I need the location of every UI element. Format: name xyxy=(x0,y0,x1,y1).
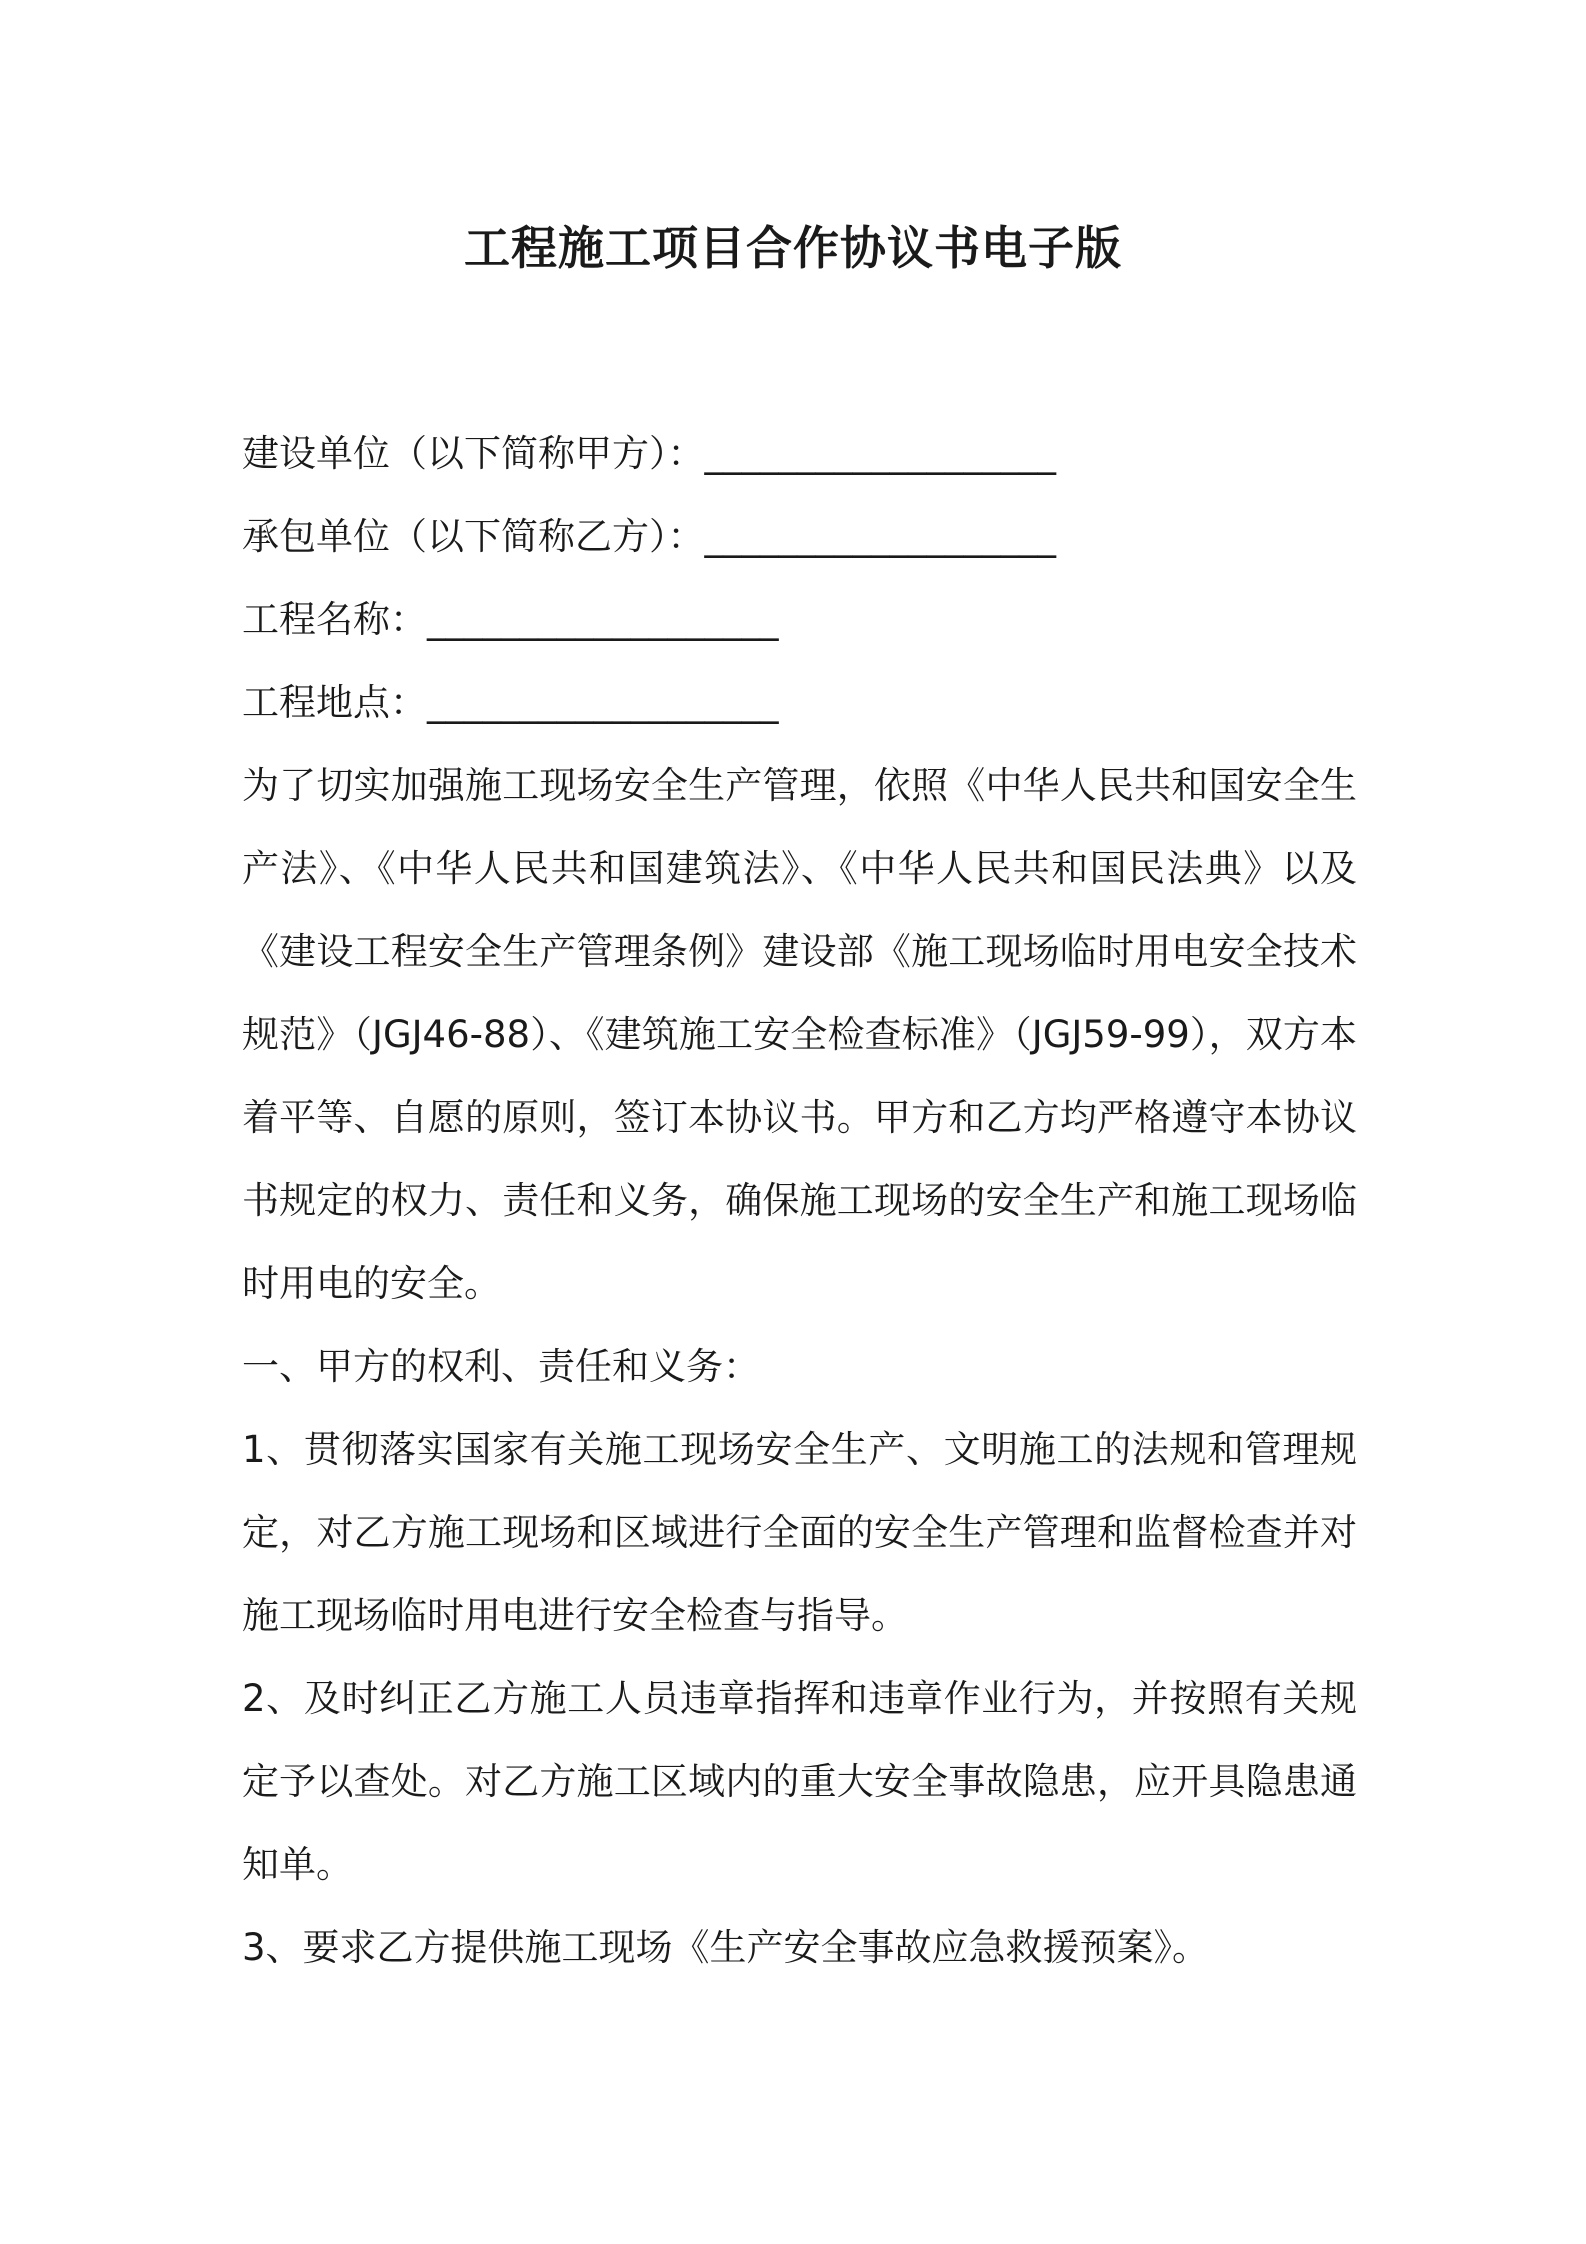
field-blank: ___________________ xyxy=(704,432,1056,475)
field-blank: ___________________ xyxy=(704,515,1056,558)
preamble-paragraph: 为了切实加强施工现场安全生产管理，依照《中华人民共和国安全生产法》、《中华人民共和国建筑法》、《中华人民共和国民法典》以及《建设工程安全生产管理条例》建设部《施工现场临时用电安全技术规范》（JGJ46-88）、《建筑施工安全检查标准》（JGJ59-99），双方本着平等、自愿的原则，签订本协议书。甲方和乙方均严格遵守本协议书规定的权力、责任和义务，确保施工现场的安全生产和施工现场临时用电的安全。 xyxy=(242,764,1357,1305)
list-item: 2、及时纠正乙方施工人员违章指挥和违章作业行为，并按照有关规定予以查处。对乙方施工区域内的重大安全事故隐患，应开具隐患通知单。 xyxy=(242,1677,1357,1886)
field-label: 工程地点： xyxy=(242,681,427,724)
field-label: 建设单位（以下简称甲方）： xyxy=(242,432,705,475)
section-heading: 一、甲方的权利、责任和义务： xyxy=(242,1345,760,1388)
field-project-location xyxy=(242,661,1357,744)
document-title: 工程施工项目合作协议书电子版 xyxy=(464,221,1122,275)
list-item: 1、贯彻落实国家有关施工现场安全生产、文明施工的法规和管理规定，对乙方施工现场和区域进行全面的安全生产管理和监督检查并对施工现场临时用电进行安全检查与指导。 xyxy=(242,1428,1357,1637)
field-label: 工程名称： xyxy=(242,598,427,641)
field-contractor-unit xyxy=(242,495,1357,578)
field-blank: ___________________ xyxy=(427,598,779,641)
field-blank: ___________________ xyxy=(427,681,779,724)
list-item: 3、要求乙方提供施工现场《生产安全事故应急救援预案》。 xyxy=(242,1926,1210,1969)
document-body xyxy=(242,412,1357,1989)
field-label: 承包单位（以下简称乙方）： xyxy=(242,515,705,558)
field-construction-unit xyxy=(242,412,1357,495)
field-project-name xyxy=(242,578,1357,661)
